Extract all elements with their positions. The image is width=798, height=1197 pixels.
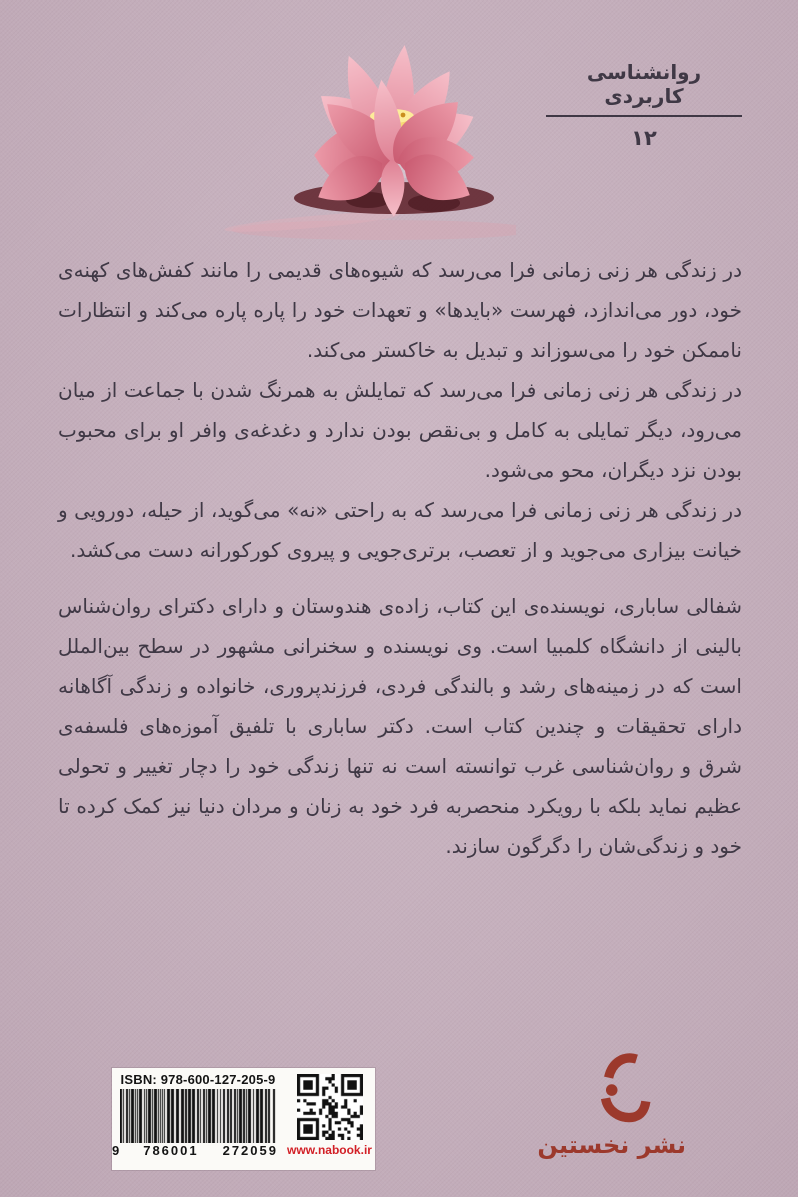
- barcode-section: [112, 1068, 284, 1170]
- body-text: [58, 250, 742, 866]
- author-bio: شفالی ساباری، نویسنده‌ی این کتاب، زاده‌ی هندوستان و دارای دکترای روان‌شناس بالینی از دانشگاه کلمبیا است. وی نویسنده و سخنرانی مشهور در سطح بین‌الملل است که در زمینه‌های رشد و بالندگی فردی، فرزندپروری، خانواده و زندگی آگاهانه دارای تحقیقات و چندین کتاب است. دکتر ساباری با تلفیق آموزه‌های فلسفه‌ی شرق و روان‌شناسی غرب توانسته است نه تنها زندگی خود را دچار تغییر و تحولی عظیم نماید بلکه با رویکرد منحصربه فرد خود به زنان و مردان دنیا نیز کمک کرده تا خود و زندگی‌شان را دگرگون سازند.: [58, 594, 742, 858]
- series-block: [546, 60, 742, 150]
- paragraph-2: در زندگی هر زنی زمانی فرا می‌رسد که تمایلش به همرنگ شدن با جماعت از میان می‌رود، دیگر تمایلی به کامل و بی‌نقص بودن ندارد و دغدغه‌ی وافر او برای محبوب بودن نزد دیگران، محو می‌شود.: [58, 378, 742, 482]
- publisher-logo-icon: [589, 1050, 651, 1128]
- barcode-panel: [112, 1068, 375, 1170]
- barcode-digits: [112, 1144, 284, 1158]
- paragraph-3: در زندگی هر زنی زمانی فرا می‌رسد که به راحتی «نه» می‌گوید، از حیله، دورویی و خیانت بیزاری می‌جوید و از تعصب، برتری‌جویی و پیروی کورکورانه دست می‌کشد.: [58, 498, 742, 562]
- publisher-block: [537, 1050, 686, 1159]
- barcode-digit-group-1: 786001: [143, 1143, 199, 1158]
- qr-code-icon: [297, 1074, 363, 1140]
- qr-section: [284, 1068, 375, 1170]
- ean-barcode-icon: [120, 1089, 276, 1143]
- barcode-digit-left: 9: [112, 1143, 120, 1158]
- series-number: ۱۲: [631, 126, 657, 150]
- publisher-website: www.nabook.ir: [287, 1143, 372, 1157]
- series-title: روانشناسی کاربردی: [546, 60, 742, 117]
- barcode-digit-group-2: 272059: [222, 1143, 278, 1158]
- lotus-flower-icon: [172, 38, 516, 246]
- isbn-label: ISBN: 978-600-127-205-9: [120, 1072, 276, 1087]
- publisher-name: نشر نخستین: [537, 1131, 686, 1159]
- paragraph-1: در زندگی هر زنی زمانی فرا می‌رسد که شیوه‌های قدیمی را مانند کفش‌های کهنه‌ی خود، دور می‌اندازد، فهرست «بایدها» و تعهدات خود را پاره پاره می‌کند و انتظارات ناممکن خود را می‌سوزاند و تبدیل به خاکستر می‌کند.: [58, 258, 742, 362]
